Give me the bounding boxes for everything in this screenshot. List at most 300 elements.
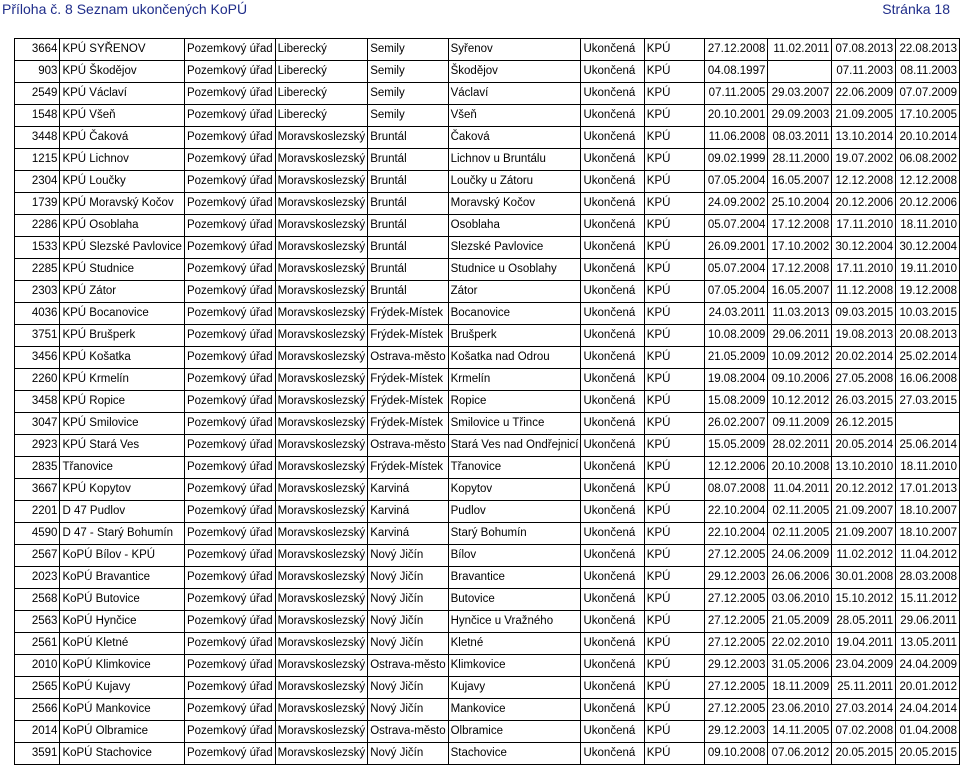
cell-district: Frýdek-Místek (368, 303, 448, 325)
table-row (15, 171, 960, 193)
cell-date-3: 26.03.2015 (832, 391, 896, 413)
cell-date-3: 27.03.2014 (832, 699, 896, 721)
cell-date-end (896, 413, 960, 435)
cell-project-name: KPÚ Zátor (60, 281, 185, 303)
cell-date-start: 07.05.2004 (705, 281, 768, 303)
cell-date-3: 20.12.2006 (832, 193, 896, 215)
cell-project-name: KPÚ Stará Ves (60, 435, 185, 457)
cell-region: Moravskoslezský (275, 743, 368, 765)
cell-date-start: 22.10.2004 (705, 523, 768, 545)
cell-date-3: 21.09.2005 (832, 105, 896, 127)
cell-cadastral-area: Václaví (448, 83, 581, 105)
cell-date-start: 27.12.2005 (705, 699, 768, 721)
cell-date-start: 10.08.2009 (705, 325, 768, 347)
cell-row-id: 3458 (15, 391, 60, 413)
cell-date-start: 12.12.2006 (705, 457, 768, 479)
cell-date-3: 19.08.2013 (832, 325, 896, 347)
cell-date-2: 08.03.2011 (768, 127, 832, 149)
cell-project-name: KoPÚ Bílov - KPÚ (60, 545, 185, 567)
cell-status: Ukončená (581, 721, 644, 743)
cell-date-3: 12.12.2008 (832, 171, 896, 193)
cell-region: Moravskoslezský (275, 567, 368, 589)
cell-date-3: 17.11.2010 (832, 215, 896, 237)
cell-district: Bruntál (368, 171, 448, 193)
cell-row-id: 3047 (15, 413, 60, 435)
cell-status: Ukončená (581, 655, 644, 677)
cell-date-3: 21.09.2007 (832, 501, 896, 523)
cell-date-end: 01.04.2008 (896, 721, 960, 743)
cell-date-start: 21.05.2009 (705, 347, 768, 369)
cell-region: Moravskoslezský (275, 479, 368, 501)
cell-date-2: 28.11.2000 (768, 149, 832, 171)
cell-type: KPÚ (644, 721, 705, 743)
cell-district: Bruntál (368, 259, 448, 281)
cell-row-id: 4036 (15, 303, 60, 325)
table-row (15, 105, 960, 127)
cell-date-end: 18.10.2007 (896, 501, 960, 523)
cell-district: Ostrava-město (368, 435, 448, 457)
cell-office: Pozemkový úřad (184, 325, 275, 347)
cell-region: Moravskoslezský (275, 369, 368, 391)
cell-region: Moravskoslezský (275, 611, 368, 633)
cell-cadastral-area: Bocanovice (448, 303, 581, 325)
cell-project-name: KPÚ Osoblaha (60, 215, 185, 237)
cell-project-name: Třanovice (60, 457, 185, 479)
cell-row-id: 2260 (15, 369, 60, 391)
cell-date-end: 18.11.2010 (896, 215, 960, 237)
cell-project-name: KPÚ Smilovice (60, 413, 185, 435)
cell-project-name: KoPÚ Hynčice (60, 611, 185, 633)
cell-region: Moravskoslezský (275, 655, 368, 677)
cell-row-id: 2566 (15, 699, 60, 721)
cell-cadastral-area: Studnice u Osoblahy (448, 259, 581, 281)
cell-cadastral-area: Moravský Kočov (448, 193, 581, 215)
cell-office: Pozemkový úřad (184, 127, 275, 149)
cell-date-3: 21.09.2007 (832, 523, 896, 545)
cell-district: Karviná (368, 523, 448, 545)
cell-region: Moravskoslezský (275, 677, 368, 699)
cell-type: KPÚ (644, 655, 705, 677)
cell-region: Moravskoslezský (275, 171, 368, 193)
cell-date-start: 07.05.2004 (705, 171, 768, 193)
cell-cadastral-area: Čaková (448, 127, 581, 149)
cell-project-name: KPÚ Ropice (60, 391, 185, 413)
cell-region: Moravskoslezský (275, 699, 368, 721)
cell-date-end: 20.05.2015 (896, 743, 960, 765)
cell-type: KPÚ (644, 193, 705, 215)
table-row (15, 545, 960, 567)
cell-date-start: 29.12.2003 (705, 567, 768, 589)
cell-date-3: 07.02.2008 (832, 721, 896, 743)
cell-cadastral-area: Brušperk (448, 325, 581, 347)
cell-district: Nový Jičín (368, 743, 448, 765)
cell-project-name: KoPÚ Kletné (60, 633, 185, 655)
cell-date-3: 20.12.2012 (832, 479, 896, 501)
cell-type: KPÚ (644, 105, 705, 127)
cell-project-name: KoPÚ Butovice (60, 589, 185, 611)
cell-date-2: 28.02.2011 (768, 435, 832, 457)
cell-date-end: 07.07.2009 (896, 83, 960, 105)
table-row (15, 479, 960, 501)
cell-district: Frýdek-Místek (368, 457, 448, 479)
table-row (15, 677, 960, 699)
cell-type: KPÚ (644, 677, 705, 699)
cell-cadastral-area: Ropice (448, 391, 581, 413)
cell-type: KPÚ (644, 501, 705, 523)
cell-project-name: KPÚ Všeň (60, 105, 185, 127)
cell-date-3: 13.10.2014 (832, 127, 896, 149)
cell-office: Pozemkový úřad (184, 567, 275, 589)
table-row (15, 699, 960, 721)
cell-row-id: 2565 (15, 677, 60, 699)
cell-date-end: 30.12.2004 (896, 237, 960, 259)
cell-date-3: 30.01.2008 (832, 567, 896, 589)
cell-cadastral-area: Smilovice u Třince (448, 413, 581, 435)
cell-date-end: 15.11.2012 (896, 589, 960, 611)
cell-cadastral-area: Hynčice u Vražného (448, 611, 581, 633)
cell-date-start: 15.08.2009 (705, 391, 768, 413)
cell-office: Pozemkový úřad (184, 523, 275, 545)
cell-date-end: 18.11.2010 (896, 457, 960, 479)
cell-status: Ukončená (581, 501, 644, 523)
cell-status: Ukončená (581, 677, 644, 699)
cell-status: Ukončená (581, 369, 644, 391)
cell-date-start: 27.12.2005 (705, 677, 768, 699)
cell-status: Ukončená (581, 479, 644, 501)
table-row (15, 523, 960, 545)
cell-cadastral-area: Bílov (448, 545, 581, 567)
cell-office: Pozemkový úřad (184, 435, 275, 457)
cell-type: KPÚ (644, 523, 705, 545)
cell-row-id: 3591 (15, 743, 60, 765)
cell-date-3: 07.11.2003 (832, 61, 896, 83)
cell-date-end: 10.03.2015 (896, 303, 960, 325)
cell-date-2: 09.11.2009 (768, 413, 832, 435)
cell-type: KPÚ (644, 743, 705, 765)
cell-type: KPÚ (644, 127, 705, 149)
cell-type: KPÚ (644, 699, 705, 721)
cell-date-2: 16.05.2007 (768, 281, 832, 303)
cell-cadastral-area: Bravantice (448, 567, 581, 589)
cell-project-name: KPÚ Loučky (60, 171, 185, 193)
cell-office: Pozemkový úřad (184, 105, 275, 127)
cell-date-end: 25.02.2014 (896, 347, 960, 369)
table-row (15, 743, 960, 765)
cell-type: KPÚ (644, 633, 705, 655)
cell-project-name: KPÚ Moravský Kočov (60, 193, 185, 215)
cell-district: Karviná (368, 479, 448, 501)
cell-status: Ukončená (581, 457, 644, 479)
cell-type: KPÚ (644, 61, 705, 83)
cell-date-end: 22.08.2013 (896, 39, 960, 61)
cell-district: Bruntál (368, 237, 448, 259)
cell-region: Moravskoslezský (275, 545, 368, 567)
cell-date-start: 22.10.2004 (705, 501, 768, 523)
table-row (15, 347, 960, 369)
table-row (15, 655, 960, 677)
cell-date-2: 31.05.2006 (768, 655, 832, 677)
cell-cadastral-area: Kujavy (448, 677, 581, 699)
cell-project-name: KPÚ Škodějov (60, 61, 185, 83)
cell-region: Moravskoslezský (275, 347, 368, 369)
cell-office: Pozemkový úřad (184, 215, 275, 237)
cell-cadastral-area: Loučky u Zátoru (448, 171, 581, 193)
cell-date-2: 07.06.2012 (768, 743, 832, 765)
cell-office: Pozemkový úřad (184, 391, 275, 413)
cell-region: Liberecký (275, 61, 368, 83)
cell-date-2: 11.03.2013 (768, 303, 832, 325)
cell-cadastral-area: Stachovice (448, 743, 581, 765)
cell-region: Moravskoslezský (275, 259, 368, 281)
cell-district: Bruntál (368, 281, 448, 303)
cell-cadastral-area: Butovice (448, 589, 581, 611)
cell-type: KPÚ (644, 171, 705, 193)
cell-date-3: 17.11.2010 (832, 259, 896, 281)
cell-project-name: KPÚ Košatka (60, 347, 185, 369)
cell-status: Ukončená (581, 303, 644, 325)
cell-date-2: 09.10.2006 (768, 369, 832, 391)
cell-row-id: 2835 (15, 457, 60, 479)
cell-region: Moravskoslezský (275, 391, 368, 413)
cell-project-name: KPÚ Lichnov (60, 149, 185, 171)
table-row (15, 325, 960, 347)
cell-region: Moravskoslezský (275, 303, 368, 325)
cell-date-2: 10.09.2012 (768, 347, 832, 369)
cell-row-id: 2304 (15, 171, 60, 193)
cell-date-end: 08.11.2003 (896, 61, 960, 83)
cell-project-name: KoPÚ Olbramice (60, 721, 185, 743)
cell-row-id: 2563 (15, 611, 60, 633)
cell-date-start: 19.08.2004 (705, 369, 768, 391)
cell-date-end: 24.04.2014 (896, 699, 960, 721)
cell-type: KPÚ (644, 237, 705, 259)
cell-cadastral-area: Mankovice (448, 699, 581, 721)
cell-district: Semily (368, 105, 448, 127)
cell-project-name: KPÚ Kopytov (60, 479, 185, 501)
table-row (15, 457, 960, 479)
table-row (15, 83, 960, 105)
cell-type: KPÚ (644, 347, 705, 369)
cell-district: Frýdek-Místek (368, 369, 448, 391)
cell-date-start: 15.05.2009 (705, 435, 768, 457)
cell-cadastral-area: Slezské Pavlovice (448, 237, 581, 259)
cell-status: Ukončená (581, 523, 644, 545)
cell-status: Ukončená (581, 39, 644, 61)
cell-status: Ukončená (581, 589, 644, 611)
cell-date-2: 22.02.2010 (768, 633, 832, 655)
cell-date-end: 17.10.2005 (896, 105, 960, 127)
cell-date-3: 28.05.2011 (832, 611, 896, 633)
cell-date-start: 20.10.2001 (705, 105, 768, 127)
cell-office: Pozemkový úřad (184, 479, 275, 501)
cell-project-name: KPÚ Slezské Pavlovice (60, 237, 185, 259)
cell-region: Moravskoslezský (275, 633, 368, 655)
cell-office: Pozemkový úřad (184, 193, 275, 215)
cell-type: KPÚ (644, 479, 705, 501)
cell-row-id: 1548 (15, 105, 60, 127)
table-row (15, 589, 960, 611)
cell-date-end: 12.12.2008 (896, 171, 960, 193)
cell-status: Ukončená (581, 325, 644, 347)
table-row (15, 215, 960, 237)
cell-date-start: 24.03.2011 (705, 303, 768, 325)
cell-status: Ukončená (581, 149, 644, 171)
cell-row-id: 2201 (15, 501, 60, 523)
cell-project-name: KoPÚ Bravantice (60, 567, 185, 589)
cell-project-name: D 47 Pudlov (60, 501, 185, 523)
cell-status: Ukončená (581, 633, 644, 655)
cell-date-start: 24.09.2002 (705, 193, 768, 215)
cell-district: Nový Jičín (368, 699, 448, 721)
cell-date-end: 16.06.2008 (896, 369, 960, 391)
table-row (15, 39, 960, 61)
cell-district: Nový Jičín (368, 589, 448, 611)
cell-office: Pozemkový úřad (184, 61, 275, 83)
cell-type: KPÚ (644, 281, 705, 303)
cell-cadastral-area: Zátor (448, 281, 581, 303)
cell-office: Pozemkový úřad (184, 347, 275, 369)
cell-project-name: KPÚ Čaková (60, 127, 185, 149)
cell-status: Ukončená (581, 193, 644, 215)
cell-date-end: 28.03.2008 (896, 567, 960, 589)
cell-row-id: 2285 (15, 259, 60, 281)
cell-office: Pozemkový úřad (184, 369, 275, 391)
cell-office: Pozemkový úřad (184, 589, 275, 611)
cell-region: Moravskoslezský (275, 193, 368, 215)
cell-type: KPÚ (644, 303, 705, 325)
cell-office: Pozemkový úřad (184, 303, 275, 325)
cell-office: Pozemkový úřad (184, 545, 275, 567)
cell-cadastral-area: Starý Bohumín (448, 523, 581, 545)
cell-date-2: 24.06.2009 (768, 545, 832, 567)
cell-status: Ukončená (581, 281, 644, 303)
cell-date-2: 02.11.2005 (768, 523, 832, 545)
cell-region: Moravskoslezský (275, 523, 368, 545)
cell-region: Moravskoslezský (275, 589, 368, 611)
cell-cadastral-area: Syřenov (448, 39, 581, 61)
cell-date-start: 26.09.2001 (705, 237, 768, 259)
cell-date-2: 18.11.2009 (768, 677, 832, 699)
cell-region: Liberecký (275, 83, 368, 105)
cell-date-2: 10.12.2012 (768, 391, 832, 413)
table-row (15, 237, 960, 259)
cell-district: Nový Jičín (368, 611, 448, 633)
cell-date-3: 20.05.2015 (832, 743, 896, 765)
cell-region: Liberecký (275, 39, 368, 61)
cell-date-start: 27.12.2005 (705, 589, 768, 611)
cell-district: Nový Jičín (368, 545, 448, 567)
cell-date-2: 29.09.2003 (768, 105, 832, 127)
cell-date-end: 19.12.2008 (896, 281, 960, 303)
cell-date-start: 27.12.2008 (705, 39, 768, 61)
cell-date-3: 20.02.2014 (832, 347, 896, 369)
cell-date-3: 22.06.2009 (832, 83, 896, 105)
cell-date-start: 05.07.2004 (705, 259, 768, 281)
table-wrapper (14, 38, 960, 765)
cell-type: KPÚ (644, 149, 705, 171)
cell-status: Ukončená (581, 171, 644, 193)
cell-district: Nový Jičín (368, 567, 448, 589)
cell-date-3: 11.02.2012 (832, 545, 896, 567)
cell-row-id: 1739 (15, 193, 60, 215)
cell-date-2: 26.06.2006 (768, 567, 832, 589)
cell-office: Pozemkový úřad (184, 721, 275, 743)
cell-date-end: 06.08.2002 (896, 149, 960, 171)
cell-type: KPÚ (644, 413, 705, 435)
cell-row-id: 2014 (15, 721, 60, 743)
cell-district: Semily (368, 83, 448, 105)
cell-date-start: 29.12.2003 (705, 721, 768, 743)
cell-date-2: 25.10.2004 (768, 193, 832, 215)
cell-office: Pozemkový úřad (184, 413, 275, 435)
cell-cadastral-area: Pudlov (448, 501, 581, 523)
cell-status: Ukončená (581, 215, 644, 237)
cell-date-3: 27.05.2008 (832, 369, 896, 391)
cell-cadastral-area: Všeň (448, 105, 581, 127)
cell-type: KPÚ (644, 457, 705, 479)
cell-date-2: 20.10.2008 (768, 457, 832, 479)
cell-date-end: 17.01.2013 (896, 479, 960, 501)
cell-status: Ukončená (581, 61, 644, 83)
cell-office: Pozemkový úřad (184, 149, 275, 171)
cell-district: Bruntál (368, 127, 448, 149)
table-row (15, 61, 960, 83)
cell-cadastral-area: Klimkovice (448, 655, 581, 677)
cell-row-id: 2286 (15, 215, 60, 237)
cell-project-name: KoPÚ Kujavy (60, 677, 185, 699)
table-row (15, 259, 960, 281)
cell-date-3: 30.12.2004 (832, 237, 896, 259)
cell-date-2: 16.05.2007 (768, 171, 832, 193)
cell-region: Moravskoslezský (275, 457, 368, 479)
cell-date-start: 27.12.2005 (705, 633, 768, 655)
table-row (15, 721, 960, 743)
cell-region: Moravskoslezský (275, 325, 368, 347)
cell-status: Ukončená (581, 391, 644, 413)
table-row (15, 369, 960, 391)
table-row (15, 413, 960, 435)
table-row (15, 633, 960, 655)
cell-date-3: 11.12.2008 (832, 281, 896, 303)
cell-type: KPÚ (644, 83, 705, 105)
cell-date-start: 05.07.2004 (705, 215, 768, 237)
cell-date-2: 02.11.2005 (768, 501, 832, 523)
cell-cadastral-area: Kletné (448, 633, 581, 655)
cell-region: Liberecký (275, 105, 368, 127)
cell-date-2: 29.03.2007 (768, 83, 832, 105)
cell-region: Moravskoslezský (275, 149, 368, 171)
cell-date-end: 18.10.2007 (896, 523, 960, 545)
cell-date-2: 17.12.2008 (768, 259, 832, 281)
cell-row-id: 3664 (15, 39, 60, 61)
cell-office: Pozemkový úřad (184, 743, 275, 765)
cell-date-start: 29.12.2003 (705, 655, 768, 677)
cell-district: Frýdek-Místek (368, 391, 448, 413)
cell-type: KPÚ (644, 325, 705, 347)
cell-project-name: KPÚ Studnice (60, 259, 185, 281)
cell-row-id: 2549 (15, 83, 60, 105)
cell-district: Semily (368, 39, 448, 61)
cell-office: Pozemkový úřad (184, 259, 275, 281)
cell-type: KPÚ (644, 435, 705, 457)
cell-row-id: 2923 (15, 435, 60, 457)
cell-status: Ukončená (581, 105, 644, 127)
cell-status: Ukončená (581, 699, 644, 721)
cell-region: Moravskoslezský (275, 215, 368, 237)
cell-row-id: 2568 (15, 589, 60, 611)
cell-region: Moravskoslezský (275, 501, 368, 523)
cell-region: Moravskoslezský (275, 413, 368, 435)
